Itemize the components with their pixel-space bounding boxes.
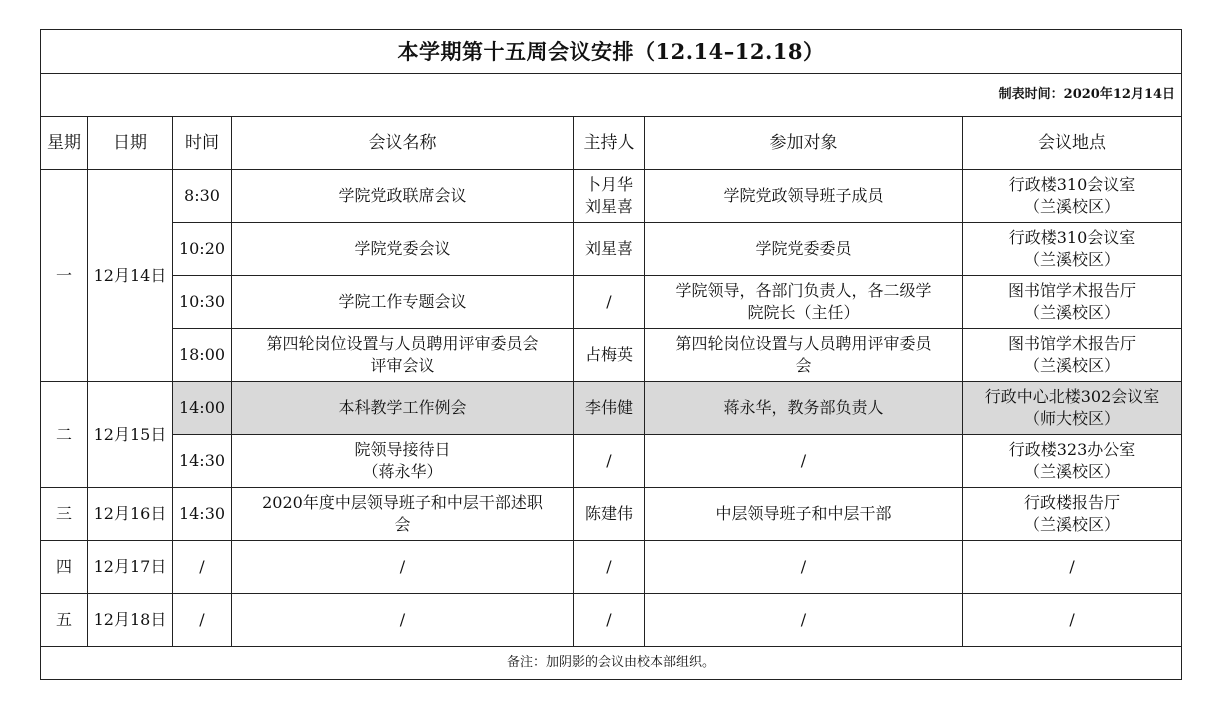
host-cell-line: 刘星喜 [584,197,633,216]
title-row [41,30,1182,74]
attendees-cell [645,488,963,541]
time-cell: 10:30 [173,276,232,329]
attendees-cell-line: / [800,610,807,629]
location-cell-line: / [1069,610,1075,629]
location-cell-line: （兰溪校区） [1024,197,1121,216]
time-cell: 18:00 [173,329,232,382]
header-attendees: 参加对象 [645,117,963,170]
meeting-name-cell-line: 学院党政联席会议 [338,186,467,205]
meeting-name-cell-line: 第四轮岗位设置与人员聘用评审委员会 [266,334,539,353]
host-cell [574,435,645,488]
location-cell [963,541,1182,594]
table-row [41,382,1182,435]
location-cell-line: 行政楼报告厅 [1024,493,1121,512]
location-cell-line: （兰溪校区） [1024,250,1121,269]
meeting-name-cell [232,329,574,382]
meta-row [41,74,1182,117]
footnote: 备注：加阴影的会议由校本部组织。 [41,647,1182,680]
host-cell [574,223,645,276]
weekday-cell: 二 [41,382,88,488]
host-cell-line: 陈建伟 [584,504,633,523]
meeting-name-cell [232,435,574,488]
meeting-name-cell-line: 本科教学工作例会 [338,398,467,417]
attendees-cell [645,382,963,435]
page-title: 本学期第十五周会议安排（12.14–12.18） [41,30,1182,74]
table-row [41,276,1182,329]
header-weekday: 星期 [41,117,88,170]
location-cell-line: 行政楼310会议室 [1008,228,1136,247]
weekday-cell: 四 [41,541,88,594]
made-time: 制表时间：2020年12月14日 [41,74,1182,117]
location-cell-line: （兰溪校区） [1024,303,1121,322]
location-cell-line: / [1069,557,1075,576]
location-cell-line: （兰溪校区） [1024,356,1121,375]
attendees-cell [645,223,963,276]
table-row [41,170,1182,223]
attendees-cell-line: 学院党政领导班子成员 [723,186,884,205]
location-cell-line: 图书馆学术报告厅 [1008,281,1137,300]
time-cell: 14:30 [173,435,232,488]
date-cell: 12月17日 [88,541,173,594]
time-cell: 14:30 [173,488,232,541]
meeting-name-cell-line: 学院工作专题会议 [338,292,467,311]
location-cell [963,170,1182,223]
attendees-cell-line: 会 [795,356,812,375]
time-cell: 14:00 [173,382,232,435]
meeting-name-cell-line: 院领导接待日 [354,440,451,459]
table-row [41,488,1182,541]
host-cell-line: 李伟健 [584,398,633,417]
host-cell-line: 卜月华 [584,175,633,194]
location-cell-line: （师大校区） [1024,409,1121,428]
header-date: 日期 [88,117,173,170]
weekday-cell: 三 [41,488,88,541]
location-cell [963,435,1182,488]
meeting-name-cell-line: 2020年度中层领导班子和中层干部述职 [262,493,543,512]
header-meeting-name: 会议名称 [232,117,574,170]
time-cell: / [173,541,232,594]
location-cell-line: 行政楼310会议室 [1008,175,1136,194]
time-cell: 10:20 [173,223,232,276]
location-cell-line: （兰溪校区） [1024,515,1121,534]
meeting-name-cell [232,382,574,435]
attendees-cell-line: 蒋永华，教务部负责人 [723,398,884,417]
location-cell-line: 图书馆学术报告厅 [1008,334,1137,353]
date-cell: 12月16日 [88,488,173,541]
host-cell-line: 刘星喜 [584,239,633,258]
table-row [41,329,1182,382]
location-cell [963,488,1182,541]
location-cell [963,329,1182,382]
date-cell: 12月14日 [88,170,173,382]
meeting-name-cell-line: （蒋永华） [362,462,443,481]
table-row [41,435,1182,488]
location-cell [963,223,1182,276]
host-cell [574,329,645,382]
attendees-cell [645,541,963,594]
meeting-name-cell [232,594,574,647]
header-time: 时间 [173,117,232,170]
location-cell [963,276,1182,329]
attendees-cell-line: 学院党委委员 [755,239,852,258]
location-cell-line: 行政楼323办公室 [1008,440,1136,459]
attendees-cell [645,170,963,223]
meeting-name-cell [232,223,574,276]
location-cell [963,382,1182,435]
attendees-cell-line: 中层领导班子和中层干部 [715,504,892,523]
meeting-name-cell-line: 学院党委会议 [354,239,451,258]
host-cell-line: / [606,610,612,629]
date-cell: 12月18日 [88,594,173,647]
meeting-name-cell [232,488,574,541]
note-row [41,647,1182,680]
header-host: 主持人 [574,117,645,170]
weekday-cell: 五 [41,594,88,647]
host-cell-line: / [606,557,612,576]
meeting-name-cell [232,276,574,329]
table-row [41,594,1182,647]
time-cell: 8:30 [173,170,232,223]
meeting-schedule-table [40,29,1182,680]
host-cell [574,170,645,223]
header-row [41,117,1182,170]
meeting-name-cell [232,541,574,594]
schedule-sheet [40,29,1181,680]
location-cell [963,594,1182,647]
time-cell: / [173,594,232,647]
host-cell [574,594,645,647]
attendees-cell [645,329,963,382]
table-row [41,541,1182,594]
attendees-cell-line: 学院领导，各部门负责人，各二级学 [675,281,932,300]
table-row [41,223,1182,276]
date-cell: 12月15日 [88,382,173,488]
attendees-cell-line: / [800,451,807,470]
meeting-name-cell [232,170,574,223]
attendees-cell-line: 院院长（主任） [747,303,860,322]
location-cell-line: 行政中心北楼302会议室 [984,387,1160,406]
attendees-cell [645,435,963,488]
attendees-cell [645,594,963,647]
meeting-name-cell-line: 会 [394,515,411,534]
weekday-cell: 一 [41,170,88,382]
attendees-cell-line: 第四轮岗位设置与人员聘用评审委员 [675,334,932,353]
header-location: 会议地点 [963,117,1182,170]
host-cell [574,541,645,594]
attendees-cell [645,276,963,329]
host-cell [574,382,645,435]
attendees-cell-line: / [800,557,807,576]
meeting-name-cell-line: / [399,610,406,629]
meeting-name-cell-line: / [399,557,406,576]
host-cell-line: / [606,451,612,470]
meeting-name-cell-line: 评审会议 [370,356,435,375]
host-cell-line: / [606,292,612,311]
location-cell-line: （兰溪校区） [1024,462,1121,481]
host-cell [574,276,645,329]
host-cell [574,488,645,541]
host-cell-line: 占梅英 [584,345,633,364]
